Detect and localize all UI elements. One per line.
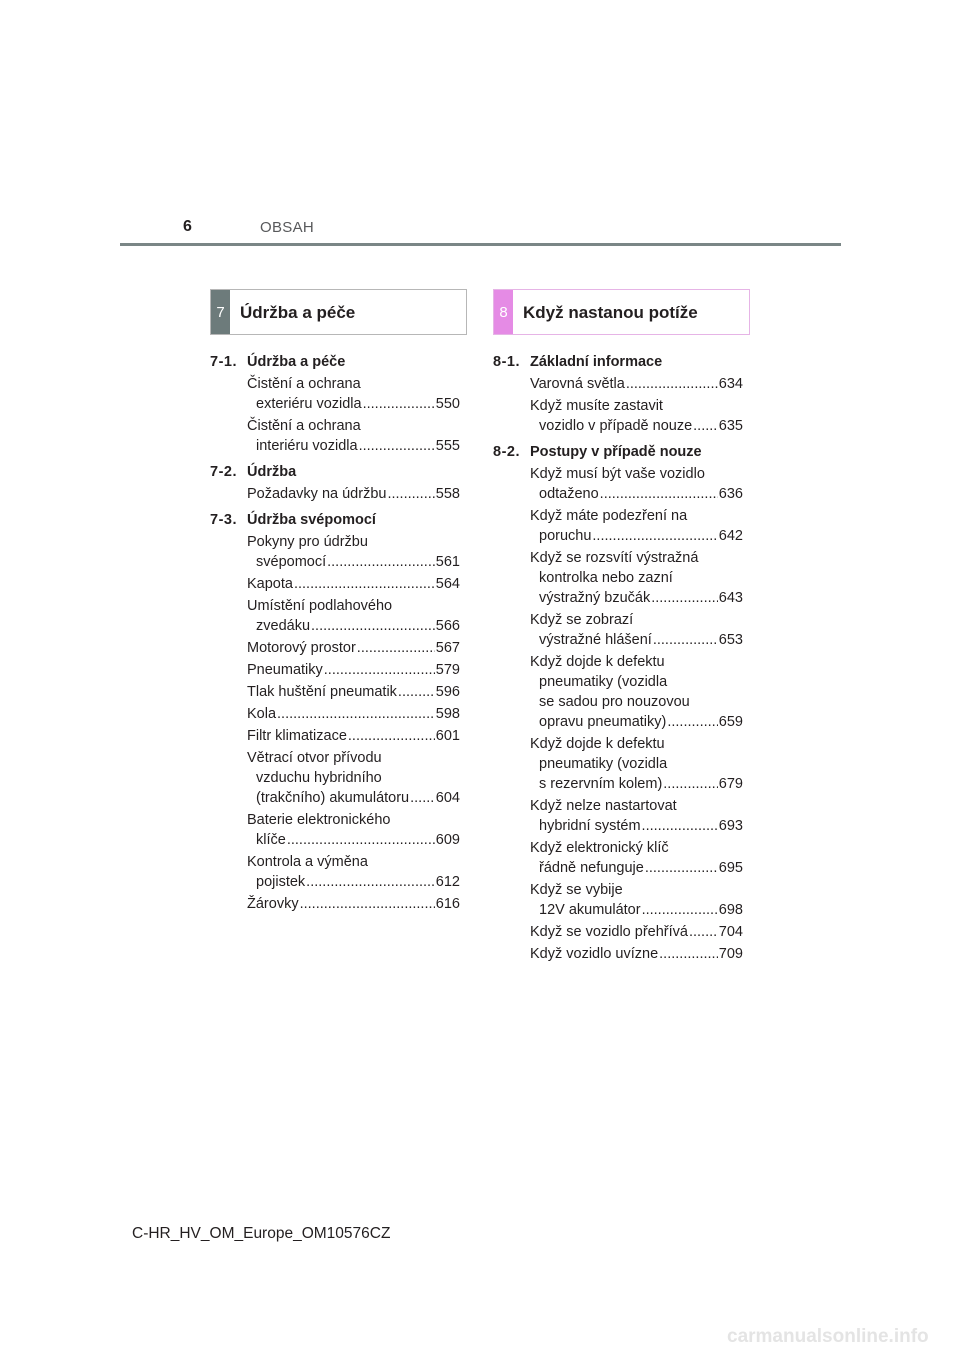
toc-leader-dots: [592, 526, 717, 546]
toc-entry-text: Kapota: [247, 576, 293, 592]
toc-page-number: 659: [718, 714, 743, 730]
section-7-heading: [210, 289, 467, 335]
toc-leader-dots: [357, 638, 435, 658]
toc-entry-line: Když se vybije: [530, 882, 623, 898]
toc-entry-text: Kola: [247, 706, 277, 722]
toc-entry-text: s rezervním kolem): [539, 776, 663, 792]
toc-entry-text: odtaženo: [539, 486, 599, 502]
toc-entry-text: výstražný bzučák: [539, 590, 651, 606]
document-code: C-HR_HV_OM_Europe_OM10576CZ: [132, 1225, 391, 1242]
toc-page-number: 564: [435, 576, 460, 592]
toc-page-number: 561: [435, 554, 460, 570]
toc-entry-line: Kontrola a výměna: [247, 854, 368, 870]
toc-entry[interactable]: [247, 894, 460, 914]
toc-entry-line: [530, 944, 743, 964]
toc-group-number: 7-1.: [210, 354, 237, 370]
toc-entry[interactable]: [247, 416, 460, 456]
toc-entry-text: hybridní systém: [539, 818, 641, 834]
toc-leader-dots: [693, 416, 718, 436]
toc-entry-line: pneumatiky (vozidla: [539, 756, 668, 772]
toc-entry-line: [247, 436, 460, 456]
toc-entry-line: [247, 788, 460, 808]
toc-leader-dots: [653, 630, 718, 650]
toc-entry-text: exteriéru vozidla: [256, 396, 362, 412]
toc-entry-text: Žárovky: [247, 896, 299, 912]
toc-entry[interactable]: [530, 734, 743, 794]
toc-leader-dots: [287, 830, 435, 850]
toc-page-number: 579: [435, 662, 460, 678]
toc-entry-text: Když se vozidlo přehřívá: [530, 924, 688, 940]
toc-entry-line: [530, 588, 743, 608]
toc-leader-dots: [642, 816, 718, 836]
toc-leader-dots: [398, 682, 435, 702]
toc-entry-text: Požadavky na údržbu: [247, 486, 387, 502]
toc-leader-dots: [277, 704, 435, 724]
toc-entry-line: Když se rozsvítí výstražná: [530, 550, 699, 566]
toc-page-number: 704: [718, 924, 743, 940]
toc-entry-text: Pneumatiky: [247, 662, 323, 678]
toc-entry-line: [530, 374, 743, 394]
toc-page-number: 550: [435, 396, 460, 412]
toc-group-number: 8-2.: [493, 444, 520, 460]
section-8-heading: [493, 289, 750, 335]
toc-group-title: Údržba: [247, 464, 297, 480]
toc-entry-line: Když musí být vaše vozidlo: [530, 466, 705, 482]
toc-group-heading: [493, 352, 743, 372]
toc-entry[interactable]: [530, 880, 743, 920]
toc-page-number: 555: [435, 438, 460, 454]
toc-leader-dots: [600, 484, 718, 504]
toc-entry[interactable]: [247, 484, 460, 504]
toc-entry-line: [247, 574, 460, 594]
toc-group-number: 8-1.: [493, 354, 520, 370]
toc-entry-text: pojistek: [256, 874, 306, 890]
toc-entry-text: Tlak huštění pneumatik: [247, 684, 397, 700]
toc-page-number: 567: [435, 640, 460, 656]
toc-entry-text: klíče: [256, 832, 286, 848]
toc-leader-dots: [663, 774, 718, 794]
toc-leader-dots: [363, 394, 435, 414]
toc-entry-line: kontrolka nebo zazní: [539, 570, 673, 586]
toc-entry-line: Čistění a ochrana: [247, 376, 361, 392]
toc-entry-text: zvedáku: [256, 618, 311, 634]
toc-entry[interactable]: [530, 838, 743, 878]
toc-entry-line: [247, 552, 460, 572]
toc-entry-line: vzduchu hybridního: [256, 770, 382, 786]
toc-group-title: Postupy v případě nouze: [530, 444, 702, 460]
toc-entry-line: [247, 872, 460, 892]
section-8-title: Když nastanou potíže: [523, 303, 698, 322]
toc-entry-line: [247, 726, 460, 746]
toc-entry[interactable]: [530, 652, 743, 732]
toc-entry[interactable]: [247, 852, 460, 892]
toc-entry-text: interiéru vozidla: [256, 438, 358, 454]
page-number: 6: [183, 218, 192, 235]
toc-page-number: 642: [718, 528, 743, 544]
toc-entry-line: [247, 638, 460, 658]
toc-page-number: 598: [435, 706, 460, 722]
toc-entry[interactable]: [530, 464, 743, 504]
toc-page-number: 693: [718, 818, 743, 834]
toc-entry-line: [530, 900, 743, 920]
watermark: carmanualsonline.info: [727, 1326, 929, 1347]
toc-page-number: 709: [718, 946, 743, 962]
toc-page-number: 558: [435, 486, 460, 502]
toc-entry-line: Když dojde k defektu: [530, 736, 665, 752]
toc-entry-line: [247, 894, 460, 914]
toc-entry[interactable]: [247, 682, 460, 702]
header-rule: [120, 243, 841, 246]
toc-group-number: 7-3.: [210, 512, 237, 528]
toc-leader-dots: [645, 858, 718, 878]
toc-page-number: 636: [718, 486, 743, 502]
toc-entry-line: Větrací otvor přívodu: [247, 750, 382, 766]
toc-leader-dots: [659, 944, 718, 964]
toc-entry[interactable]: [530, 396, 743, 436]
toc-entry[interactable]: [247, 748, 460, 808]
toc-leader-dots: [311, 616, 435, 636]
toc-page-number: 634: [718, 376, 743, 392]
toc-entry-line: [530, 630, 743, 650]
toc-entry[interactable]: [247, 726, 460, 746]
toc-leader-dots: [642, 900, 718, 920]
toc-entry-text: řádně nefunguje: [539, 860, 644, 876]
toc-entry[interactable]: [530, 922, 743, 942]
toc-entry-line: Když elektronický klíč: [530, 840, 669, 856]
toc-entry[interactable]: [247, 374, 460, 414]
toc-entry-text: Motorový prostor: [247, 640, 356, 656]
toc-entry[interactable]: [247, 574, 460, 594]
toc-leader-dots: [667, 712, 717, 732]
toc-entry-line: Když nelze nastartovat: [530, 798, 677, 814]
toc-entry-line: [530, 774, 743, 794]
toc-group-title: Údržba a péče: [247, 354, 346, 370]
toc-entry-line: Pokyny pro údržbu: [247, 534, 368, 550]
toc-leader-dots: [327, 552, 435, 572]
toc-entry-text: (trakčního) akumulátoru: [256, 790, 410, 806]
toc-page-number: 698: [718, 902, 743, 918]
toc-page-number: 609: [435, 832, 460, 848]
toc-entry-text: výstražné hlášení: [539, 632, 652, 648]
toc-entry[interactable]: [530, 374, 743, 394]
toc-entry[interactable]: [530, 796, 743, 836]
toc-leader-dots: [651, 588, 718, 608]
toc-leader-dots: [387, 484, 434, 504]
toc-entry[interactable]: [247, 638, 460, 658]
toc-leader-dots: [626, 374, 718, 394]
toc-entry-line: [530, 858, 743, 878]
toc-entry-line: [530, 816, 743, 836]
toc-page-number: 566: [435, 618, 460, 634]
toc-page-number: 604: [435, 790, 460, 806]
toc-group-heading: [210, 352, 460, 372]
toc-entry-text: svépomocí: [256, 554, 327, 570]
toc-entry-line: pneumatiky (vozidla: [539, 674, 668, 690]
toc-entry-line: Když dojde k defektu: [530, 654, 665, 670]
toc-entry[interactable]: [247, 704, 460, 724]
toc-entry-line: [530, 416, 743, 436]
toc-entry-text: Když vozidlo uvízne: [530, 946, 659, 962]
toc-entry-line: [247, 484, 460, 504]
toc-entry-line: [247, 704, 460, 724]
toc-entry-line: Když musíte zastavit: [530, 398, 663, 414]
toc-page-number: 601: [435, 728, 460, 744]
toc-entry-line: [247, 660, 460, 680]
toc-group-heading: [210, 462, 460, 482]
toc-entry[interactable]: [530, 506, 743, 546]
toc-entry-text: Varovná světla: [530, 376, 625, 392]
toc-entry[interactable]: [247, 596, 460, 636]
toc-entry-line: [247, 394, 460, 414]
toc-entry[interactable]: [247, 810, 460, 850]
toc-entry-line: Čistění a ochrana: [247, 418, 361, 434]
toc-entry-line: [247, 830, 460, 850]
toc-entry-text: vozidlo v případě nouze: [539, 418, 693, 434]
toc-entry-text: Filtr klimatizace: [247, 728, 347, 744]
toc-column-section-8: [493, 352, 743, 964]
toc-leader-dots: [294, 574, 435, 594]
toc-entry[interactable]: [530, 610, 743, 650]
toc-entry-line: [530, 712, 743, 732]
toc-entry-line: se sadou pro nouzovou: [539, 694, 690, 710]
toc-leader-dots: [300, 894, 435, 914]
toc-leader-dots: [348, 726, 435, 746]
toc-entry-line: [247, 682, 460, 702]
page-header-title: OBSAH: [260, 219, 315, 236]
toc-entry[interactable]: [530, 944, 743, 964]
toc-leader-dots: [306, 872, 435, 892]
section-7-number: 7: [211, 290, 230, 334]
toc-leader-dots: [324, 660, 435, 680]
toc-group-number: 7-2.: [210, 464, 237, 480]
toc-entry-line: [530, 484, 743, 504]
toc-entry-line: [247, 616, 460, 636]
toc-group-heading: [493, 442, 743, 462]
toc-page-number: 643: [718, 590, 743, 606]
toc-leader-dots: [410, 788, 435, 808]
toc-page-number: 616: [435, 896, 460, 912]
section-7-title: Údržba a péče: [240, 303, 356, 322]
toc-page-number: 596: [435, 684, 460, 700]
toc-entry-line: Když máte podezření na: [530, 508, 688, 524]
toc-entry[interactable]: [247, 532, 460, 572]
toc-entry-line: Umístění podlahového: [247, 598, 393, 614]
section-8-number: 8: [494, 290, 513, 334]
toc-page-number: 612: [435, 874, 460, 890]
toc-column-section-7: [210, 352, 460, 914]
toc-entry-line: Když se zobrazí: [530, 612, 634, 628]
toc-entry[interactable]: [530, 548, 743, 608]
toc-entry-text: poruchu: [539, 528, 592, 544]
toc-entry-line: Baterie elektronického: [247, 812, 391, 828]
toc-page-number: 695: [718, 860, 743, 876]
toc-entry-line: [530, 922, 743, 942]
toc-entry-line: [530, 526, 743, 546]
toc-entry[interactable]: [247, 660, 460, 680]
toc-group-title: Základní informace: [530, 354, 663, 370]
toc-group-heading: [210, 510, 460, 530]
toc-leader-dots: [359, 436, 435, 456]
toc-entry-text: 12V akumulátor: [539, 902, 641, 918]
toc-group-title: Údržba svépomocí: [247, 512, 376, 528]
toc-page-number: 635: [718, 418, 743, 434]
toc-page-number: 653: [718, 632, 743, 648]
toc-leader-dots: [689, 922, 718, 942]
toc-entry-text: opravu pneumatiky): [539, 714, 667, 730]
toc-page-number: 679: [718, 776, 743, 792]
